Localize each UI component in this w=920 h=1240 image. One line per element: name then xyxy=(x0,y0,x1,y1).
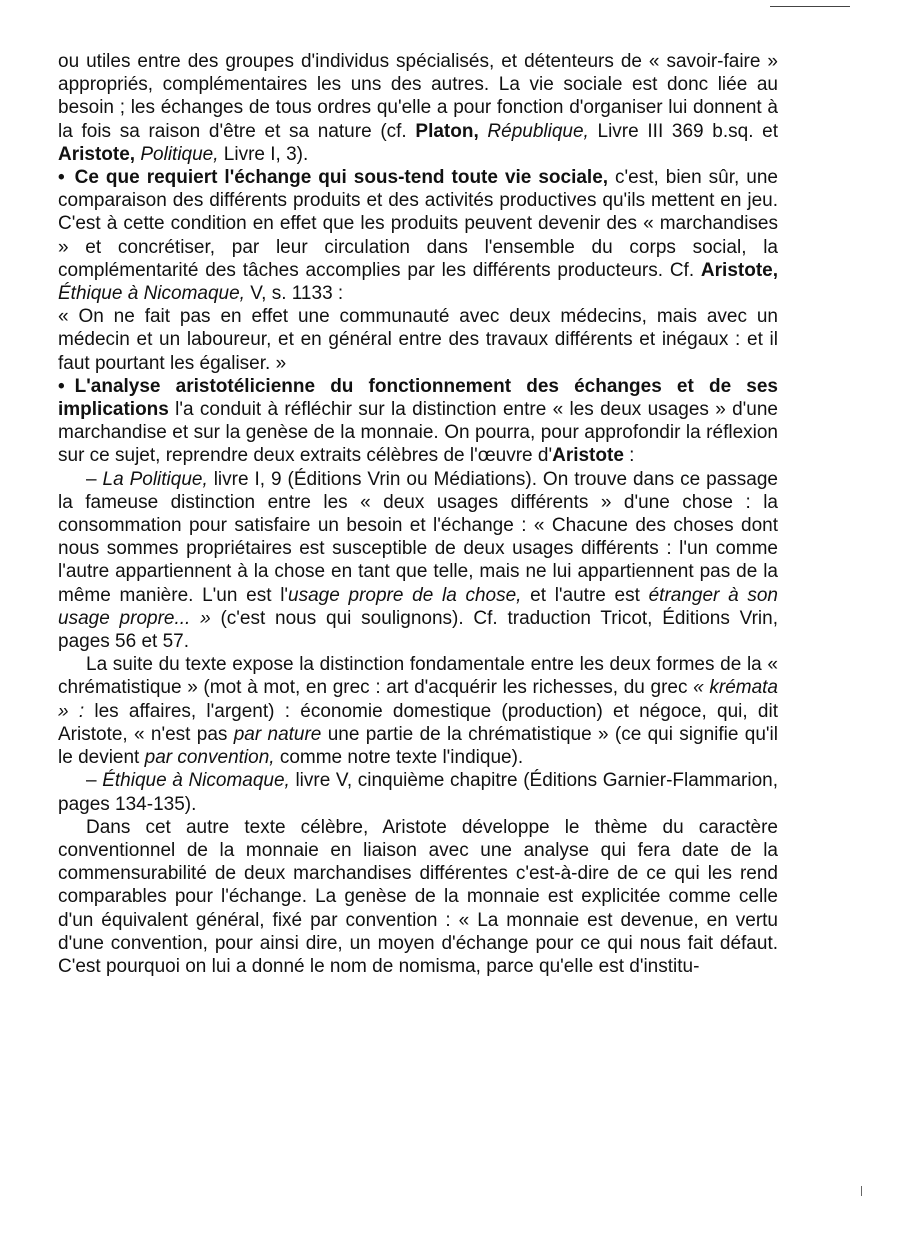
text-run: – xyxy=(86,770,103,792)
text-run: La suite du texte expose la distinction fondamentale entre les deux formes de la « chrématistique » (mot à mot, en grec : art d'acquérir les richesses, du grec xyxy=(58,654,778,699)
text-run: les affaires, l'argent) : économie domestique (production) et négoce, qui, dit Aristote, « n'est pas xyxy=(58,700,778,745)
block-quote: « On ne fait pas en effet une communauté avec deux médecins, mais avec un médecin et un laboureur, et en général entre des travaux différents et inégaux : et il faut pourtant les égaliser. » xyxy=(58,306,778,374)
margin-mark xyxy=(861,1186,862,1196)
paragraph-politique xyxy=(58,468,778,654)
italic-title: Éthique à Nicomaque, xyxy=(102,770,290,792)
text-run: l'a conduit à réfléchir sur la distinction entre « les deux usages » d'une marchandise et sur la genèse de la monnaie. On pourra, pour approfondir la réflexion sur ce sujet, reprendre deux extraits célèbres de l'œuvre d' xyxy=(58,399,778,467)
bold-heading: L'analyse aristotélicienne du fonctionnement des échanges et de ses implications xyxy=(58,375,778,421)
paragraph-exchange xyxy=(58,166,778,305)
text-run: ou utiles entre des groupes d'individus spécialisés, et détenteurs de « savoir-faire » appropriés, complémentaires les uns des autres. La vie sociale est donc liée au besoin ; les échanges de tous ordres qu'elle a pour fonction d'organiser lui donnent à la fois sa raison d'être et sa nature (cf. xyxy=(58,51,778,142)
text-run: V, s. 1133 : xyxy=(244,283,344,305)
paragraph-analysis xyxy=(58,375,778,468)
bold-author: Platon, xyxy=(415,120,479,142)
top-rule xyxy=(770,6,850,7)
text-run: : xyxy=(623,445,635,467)
italic-emphasis: usage propre de la chose, xyxy=(288,584,522,606)
text-run: – xyxy=(86,468,103,490)
italic-title: La Politique, xyxy=(102,468,208,490)
text-run: une partie de la chrématistique » (ce qui signifie qu'il le devient xyxy=(58,723,778,769)
text-run: livre V, cinquième chapitre (Éditions Garnier-Flammarion, pages 134-135). xyxy=(58,770,778,815)
bold-author: Aristote, xyxy=(700,259,778,281)
text-run: (c'est nous qui soulignons). Cf. traduction Tricot, Éditions Vrin, pages 56 et 57. xyxy=(58,607,778,653)
document-page xyxy=(58,50,778,978)
italic-term: « krémata » : xyxy=(58,677,778,722)
italic-title: Politique, xyxy=(140,143,219,165)
italic-emphasis: par nature xyxy=(233,723,322,745)
italic-title: République, xyxy=(487,120,589,142)
paragraph-intro xyxy=(58,50,778,166)
bold-author: Aristote xyxy=(552,445,624,467)
bold-author: Aristote, xyxy=(58,143,136,165)
bold-heading: Ce que requiert l'échange qui sous-tend toute vie sociale, xyxy=(74,167,609,189)
italic-emphasis: par convention, xyxy=(144,747,275,769)
italic-title: Éthique à Nicomaque, xyxy=(58,283,245,305)
paragraph-monnaie: Dans cet autre texte célèbre, Aristote développe le thème du caractère conventionnel de la monnaie en liaison avec une analyse qui fera date de la commensurabilité de deux marchandises différentes c'est-à-dire de ce qui les rend comparables pour l'échange. La genèse de la monnaie est explicitée comme celle d'un équivalent général, fixé par convention : « La monnaie est devenue, en vertu d'une convention, pour ainsi dire, un moyen d'échange pour ce qui nous fait défaut. C'est pourquoi on lui a donné le nom de nomisma, parce qu'elle est d'institu- xyxy=(58,816,778,977)
text-run: comme notre texte l'indique). xyxy=(274,747,524,769)
text-run: Livre III 369 b.sq. et xyxy=(588,120,778,142)
text-run: livre I, 9 (Éditions Vrin ou Médiations). On trouve dans ce passage la fameuse distinction entre les « deux usages différents » d'une chose : la consommation pour satisfaire un besoin et l'échange : « Chacune des choses dont nous sommes propriétaires est susceptible de deux usages différents : l'un comme l'autre appartiennent à la chose en tant que telle, mais ne lui appartiennent pas de la même manière. L'un est l' xyxy=(58,468,778,606)
text-run: Livre I, 3). xyxy=(218,143,309,165)
text-run: c'est, bien sûr, une comparaison des différents produits et des activités productives qu'ils mettent en jeu. C'est à cette condition en effet que les produits peuvent devenir des « marchandises » et concrétiser, par leur circulation dans l'ensemble du corps social, la complémentarité des tâches accomplies par les différents producteurs. Cf. xyxy=(58,167,778,281)
italic-emphasis: étranger à son usage propre... » xyxy=(58,584,778,629)
paragraph-ethique xyxy=(58,769,778,815)
paragraph-chrematistique xyxy=(58,653,778,769)
text-run: et l'autre est xyxy=(521,584,649,606)
